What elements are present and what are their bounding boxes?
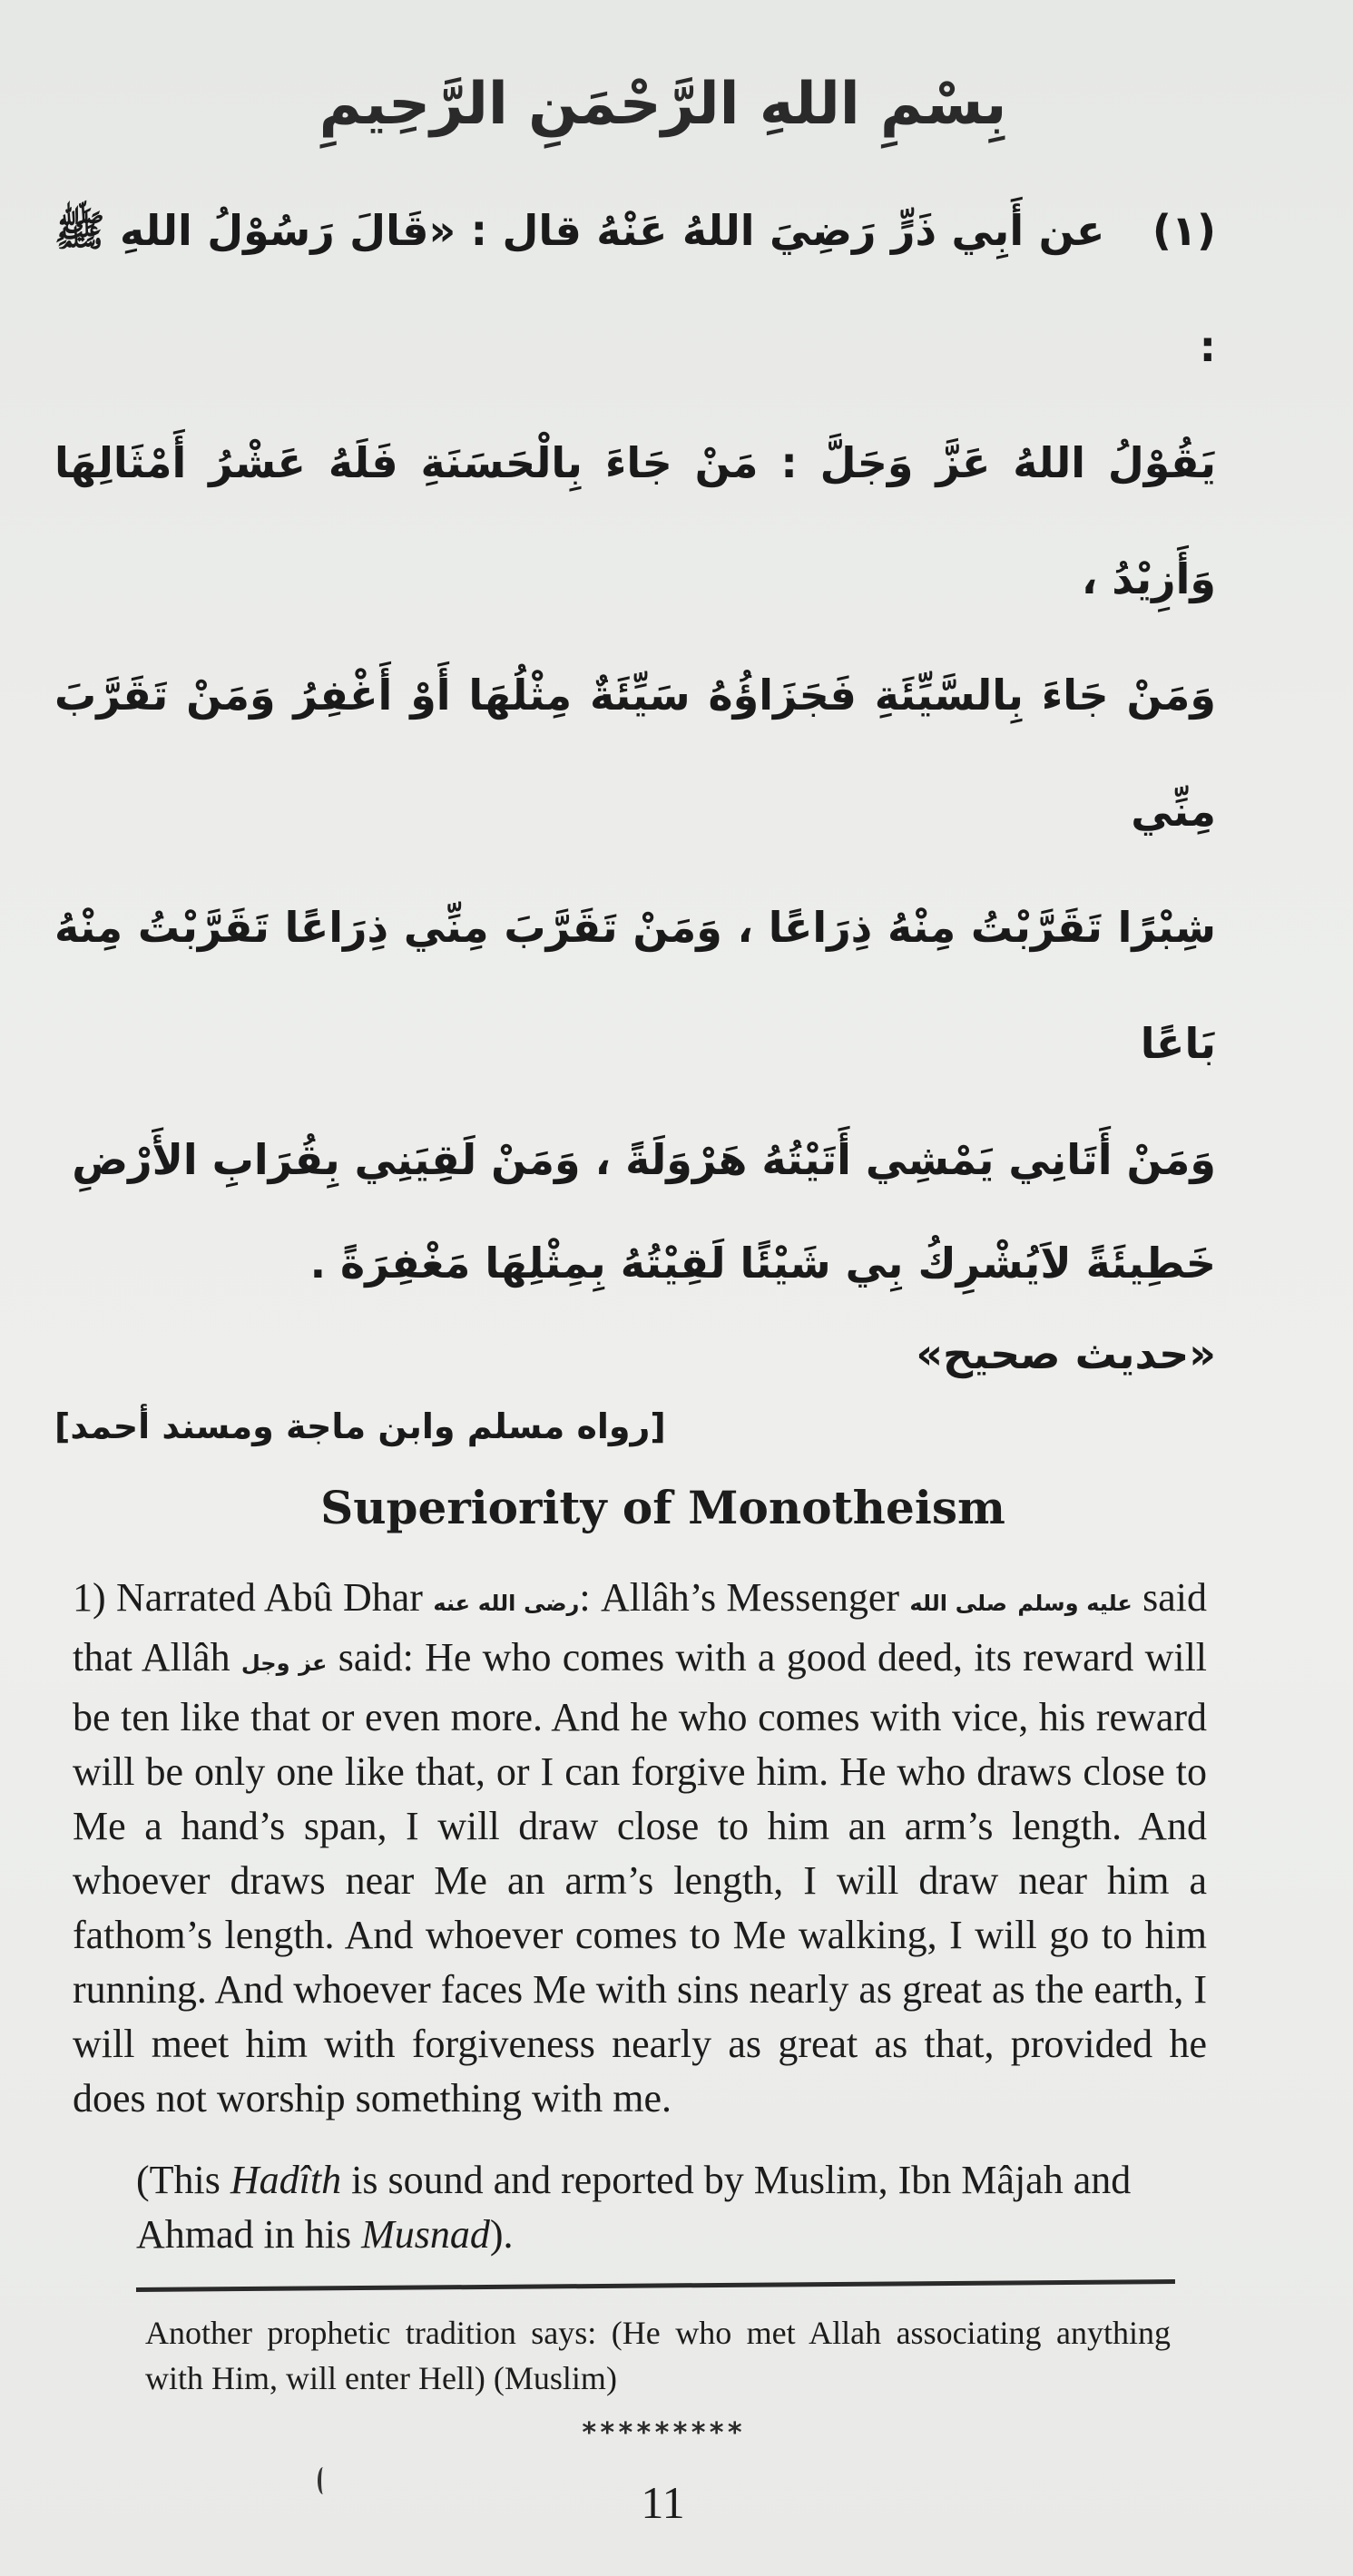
honorific-arabic: عز وجل bbox=[240, 1650, 328, 1676]
note-italic-musnad: Musnad bbox=[361, 2212, 490, 2257]
bismillah-calligraphy: بِسْمِ اللهِ الرَّحْمَنِ الرَّحِيمِ bbox=[319, 71, 1007, 138]
footnote-text bbox=[145, 2310, 1171, 2401]
note-text: Mâjah and Ahmad in his bbox=[136, 2158, 1132, 2257]
english-text: good deed, its reward will be ten like that or even more. bbox=[73, 1635, 1208, 1739]
english-text: : Allâh’s Messenger bbox=[579, 1575, 900, 1620]
page-footer bbox=[54, 2458, 1271, 2540]
english-text: whoever draws near Me an arm’s length, I will draw near bbox=[73, 1858, 1087, 1903]
arabic-hadith-text bbox=[54, 172, 1216, 1218]
reference-note-text bbox=[136, 2153, 1189, 2262]
honorific-arabic: عليه وسلم bbox=[1017, 1591, 1132, 1616]
note-text: (This bbox=[136, 2158, 230, 2202]
arabic-line-5: وَمَنْ أَتَانِي يَمْشِي أَتَيْتُهُ هَرْوَلَةً ، وَمَنْ لَقِيَنِي بِقُرَابِ الأَرْضِ bbox=[72, 1135, 1216, 1184]
page-number: 11 bbox=[641, 2477, 685, 2528]
english-translation bbox=[54, 1571, 1207, 2126]
stray-ink-mark bbox=[318, 2467, 328, 2494]
english-text: said: He who comes with a bbox=[338, 1635, 776, 1680]
reference-note bbox=[136, 2153, 1189, 2262]
honorific-arabic: رضى الله عنه bbox=[433, 1591, 580, 1616]
english-line-1-2 bbox=[73, 1571, 1207, 2126]
english-text: And he who comes with vice, his reward will be only one bbox=[73, 1695, 1208, 1794]
honorific-arabic: صلى الله bbox=[909, 1591, 1007, 1616]
english-text: said that Allâh bbox=[73, 1575, 1208, 1680]
hadith-number-arabic: (١) bbox=[1152, 206, 1216, 255]
english-text: him a fathom’s length. And whoever comes to Me bbox=[73, 1858, 1207, 1957]
english-text: with sins nearly as great as the earth, I will meet him with bbox=[73, 1967, 1208, 2066]
note-text: ). bbox=[489, 2212, 514, 2257]
arabic-text: عن أَبِي ذَرٍّ رَضِيَ اللهُ عَنْهُ قال : «قَالَ رَسُوْلُ اللهِ ﷺ : bbox=[54, 206, 1216, 371]
arabic-last-line-row bbox=[54, 1218, 1216, 1399]
english-text: forgiveness nearly as great as that, provided he does not bbox=[73, 2022, 1207, 2121]
arabic-line-6: خَطِيئَةً لاَيُشْرِكُ بِي شَيْئًا لَقِيْتُهُ بِمِثْلِهَا مَغْفِرَةً . bbox=[309, 1239, 1216, 1288]
footnote bbox=[145, 2310, 1171, 2401]
arabic-line-3: وَمَنْ جَاءَ بِالسَّيِّئَةِ فَجَزَاؤُهُ سَيِّئَةٌ مِثْلُهَا أَوْ أَغْفِرُ وَمَنْ تَقَرَّبَ مِنِّي bbox=[54, 671, 1216, 836]
arabic-source-reference: [رواه مسلم وابن ماجة ومسند أحمد] bbox=[54, 1406, 666, 1446]
arabic-line-2: يَقُوْلُ اللهُ عَزَّ وَجَلَّ : مَنْ جَاءَ بِالْحَسَنَةِ فَلَهُ عَشْرُ أَمْثَالِهَا وَأَزِيْدُ ، bbox=[54, 438, 1216, 603]
english-text: hand’s span, I will draw close to him an arm’s length. And bbox=[181, 1804, 1208, 1848]
english-text: worship something with me. bbox=[216, 2076, 672, 2121]
footnote-line-1: Another prophetic tradition says: (He who met Allah bbox=[145, 2315, 882, 2351]
english-text: walking, I will go to him running. And whoever faces Me bbox=[73, 1913, 1208, 2012]
english-text: 1) Narrated Abû Dhar bbox=[73, 1575, 423, 1620]
english-text: like that, or I can forgive him. He who draws close to Me a bbox=[73, 1749, 1208, 1848]
hadith-grade-arabic: «حديث صحيح» bbox=[916, 1329, 1216, 1378]
arabic-line-4: شِبْرًا تَقَرَّبْتُ مِنْهُ ذِرَاعًا ، وَمَنْ تَقَرَّبَ مِنِّي ذِرَاعًا تَقَرَّبْتُ مِنْهُ بَاعًا bbox=[54, 903, 1216, 1068]
note-italic-hadith: Hadîth bbox=[230, 2158, 342, 2202]
footnote-divider bbox=[136, 2279, 1175, 2292]
section-separator: ********* bbox=[581, 2417, 745, 2449]
section-heading: Superiority of Monotheism bbox=[320, 1481, 1005, 1534]
note-text: is sound and reported by Muslim, Ibn bbox=[341, 2158, 952, 2202]
arabic-line-1 bbox=[54, 172, 1216, 405]
footnote-line-2: associating anything with Him, will enter Hell) (Muslim) bbox=[145, 2315, 1171, 2396]
